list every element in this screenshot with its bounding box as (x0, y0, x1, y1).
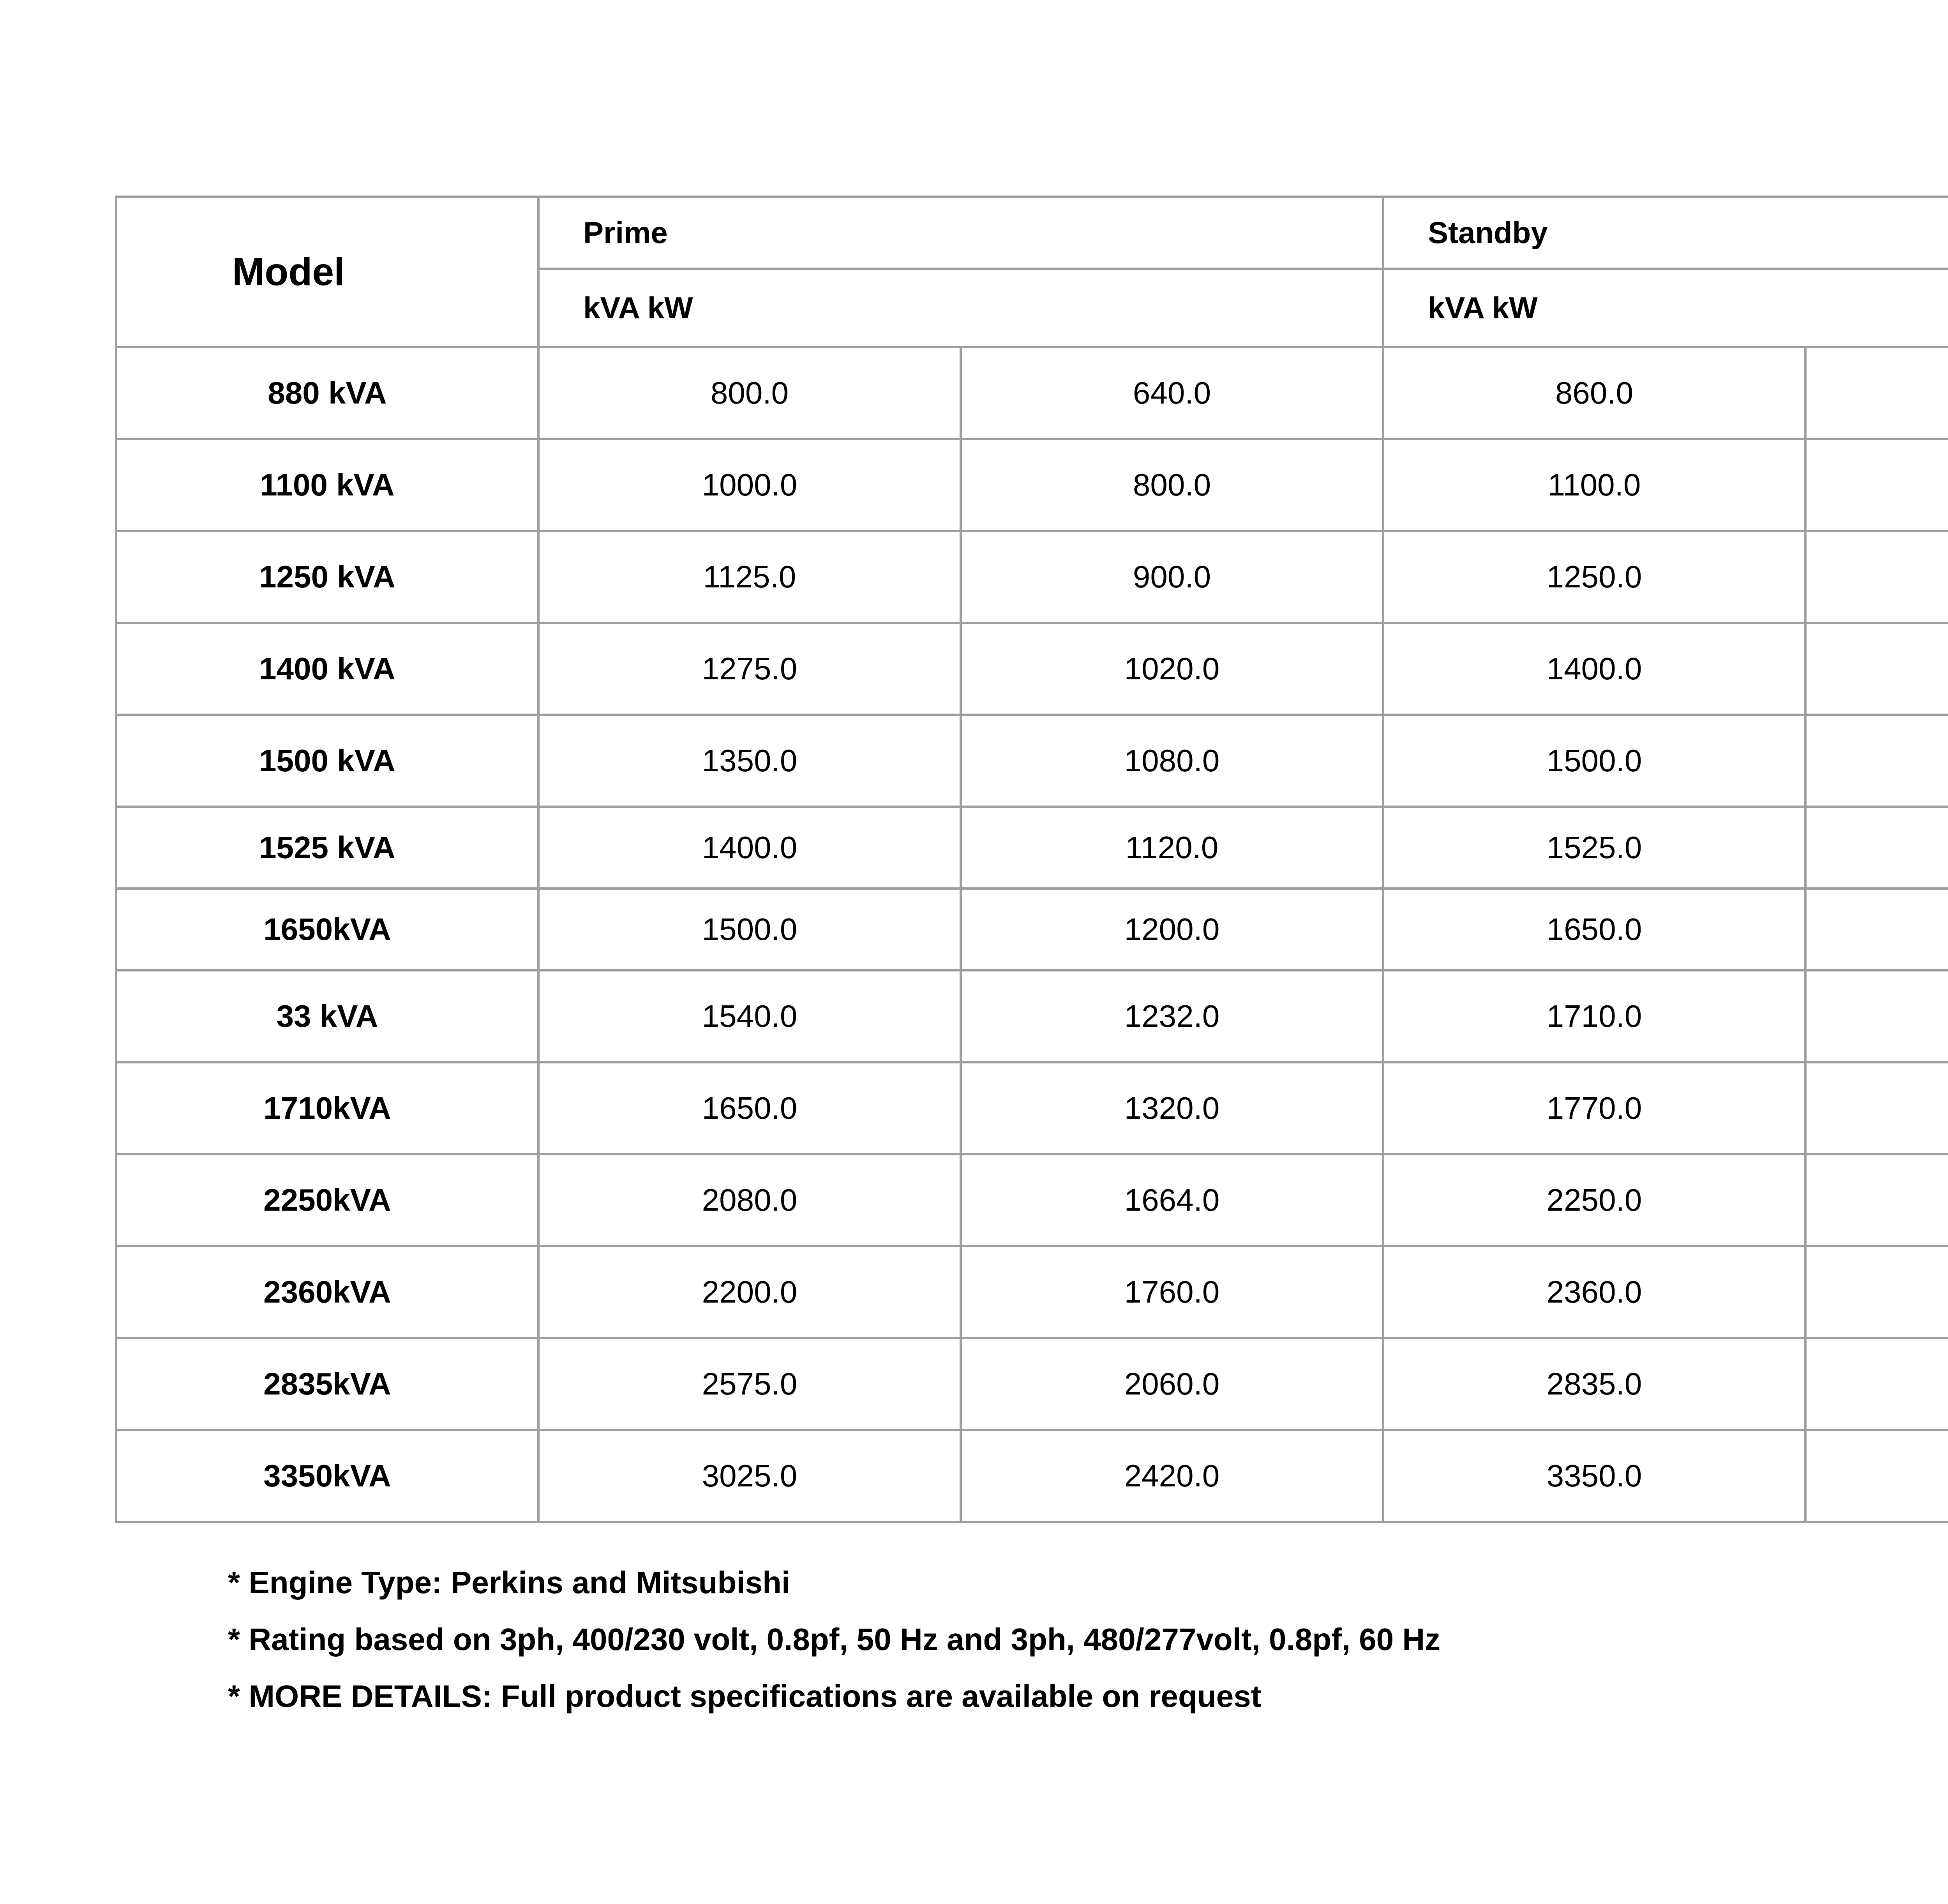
table-row (116, 1430, 1948, 1522)
prime-kva-cell: 800.0 (538, 347, 961, 439)
table-row (116, 889, 1948, 970)
prime-kw-cell: 800.0 (961, 439, 1383, 531)
footnote-rating: * Rating based on 3ph, 400/230 volt, 0.8pf, 50 Hz and 3ph, 480/277volt, 0.8pf, 60 Hz (228, 1622, 1441, 1657)
standby-kva-cell: 2835.0 (1383, 1338, 1805, 1430)
standby-kva-cell: 1500.0 (1383, 715, 1805, 807)
prime-kva-cell: 1500.0 (538, 889, 961, 970)
table-row (116, 1062, 1948, 1154)
standby-kva-cell: 2360.0 (1383, 1246, 1805, 1338)
prime-kw-cell: 2060.0 (961, 1338, 1383, 1430)
prime-kva-cell: 2080.0 (538, 1154, 961, 1246)
standby-kva-cell: 1770.0 (1383, 1062, 1805, 1154)
header-standby: Standby (1383, 197, 1948, 269)
standby-kw-cell (1805, 715, 1948, 807)
prime-kva-cell: 1000.0 (538, 439, 961, 531)
model-cell: 1400 kVA (116, 623, 538, 715)
footnote-more-details: * MORE DETAILS: Full product specifications are available on request (228, 1679, 1262, 1714)
prime-kw-cell: 1120.0 (961, 807, 1383, 889)
prime-kw-cell: 640.0 (961, 347, 1383, 439)
standby-kw-cell (1805, 531, 1948, 623)
table-row (116, 1338, 1948, 1430)
model-cell: 2835kVA (116, 1338, 538, 1430)
prime-kva-cell: 1650.0 (538, 1062, 961, 1154)
header-prime-units: kVA kW (538, 269, 1383, 347)
standby-kva-cell: 1100.0 (1383, 439, 1805, 531)
table-row (116, 531, 1948, 623)
header-prime: Prime (538, 197, 1383, 269)
table-row (116, 970, 1948, 1062)
model-cell: 1250 kVA (116, 531, 538, 623)
model-cell: 1100 kVA (116, 439, 538, 531)
table-body (116, 347, 1948, 1522)
prime-kva-cell: 1540.0 (538, 970, 961, 1062)
standby-kw-cell (1805, 1062, 1948, 1154)
prime-kva-cell: 2200.0 (538, 1246, 961, 1338)
standby-kva-cell: 860.0 (1383, 347, 1805, 439)
footnotes (228, 1554, 1440, 1725)
standby-kva-cell: 1525.0 (1383, 807, 1805, 889)
standby-kw-cell (1805, 1246, 1948, 1338)
prime-kw-cell: 1760.0 (961, 1246, 1383, 1338)
prime-kw-cell: 1080.0 (961, 715, 1383, 807)
prime-kva-cell: 1400.0 (538, 807, 961, 889)
prime-kw-cell: 900.0 (961, 531, 1383, 623)
standby-kw-cell (1805, 623, 1948, 715)
prime-kva-cell: 1275.0 (538, 623, 961, 715)
model-cell: 1710kVA (116, 1062, 538, 1154)
table-row (116, 1154, 1948, 1246)
table-row (116, 439, 1948, 531)
model-cell: 1525 kVA (116, 807, 538, 889)
standby-kw-cell (1805, 439, 1948, 531)
model-cell: 2250kVA (116, 1154, 538, 1246)
standby-kw-cell (1805, 889, 1948, 970)
standby-kw-cell (1805, 970, 1948, 1062)
standby-kva-cell: 2250.0 (1383, 1154, 1805, 1246)
standby-kw-cell (1805, 1154, 1948, 1246)
prime-kva-cell: 2575.0 (538, 1338, 961, 1430)
prime-kva-cell: 3025.0 (538, 1430, 961, 1522)
model-cell: 2360kVA (116, 1246, 538, 1338)
prime-kw-cell: 1020.0 (961, 623, 1383, 715)
standby-kw-cell (1805, 347, 1948, 439)
header-standby-units: kVA kW (1383, 269, 1948, 347)
standby-kw-cell (1805, 807, 1948, 889)
prime-kva-cell: 1125.0 (538, 531, 961, 623)
table-row (116, 623, 1948, 715)
table-row (116, 715, 1948, 807)
generator-spec-table (115, 196, 1948, 1523)
prime-kw-cell: 1664.0 (961, 1154, 1383, 1246)
prime-kw-cell: 2420.0 (961, 1430, 1383, 1522)
header-row-groups (116, 197, 1948, 269)
standby-kva-cell: 1400.0 (1383, 623, 1805, 715)
table-row (116, 807, 1948, 889)
prime-kva-cell: 1350.0 (538, 715, 961, 807)
standby-kw-cell (1805, 1430, 1948, 1522)
standby-kva-cell: 1250.0 (1383, 531, 1805, 623)
prime-kw-cell: 1200.0 (961, 889, 1383, 970)
model-cell: 33 kVA (116, 970, 538, 1062)
standby-kva-cell: 3350.0 (1383, 1430, 1805, 1522)
model-cell: 3350kVA (116, 1430, 538, 1522)
table-row (116, 1246, 1948, 1338)
model-cell: 1650kVA (116, 889, 538, 970)
footnote-engine-type: * Engine Type: Perkins and Mitsubishi (228, 1565, 790, 1600)
model-cell: 880 kVA (116, 347, 538, 439)
standby-kva-cell: 1710.0 (1383, 970, 1805, 1062)
model-cell: 1500 kVA (116, 715, 538, 807)
prime-kw-cell: 1232.0 (961, 970, 1383, 1062)
table-row (116, 347, 1948, 439)
header-model: Model (116, 197, 538, 347)
standby-kva-cell: 1650.0 (1383, 889, 1805, 970)
standby-kw-cell (1805, 1338, 1948, 1430)
prime-kw-cell: 1320.0 (961, 1062, 1383, 1154)
